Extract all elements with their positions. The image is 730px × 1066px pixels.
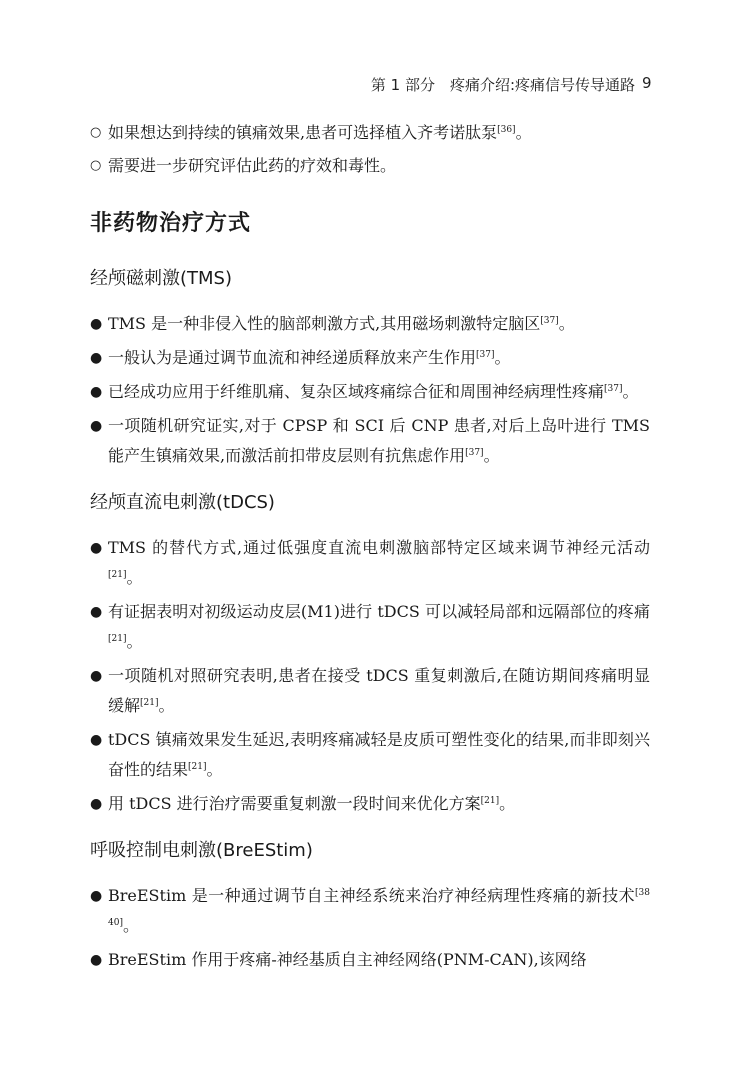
item-text: tDCS 镇痛效果发生延迟,表明疼痛减轻是皮质可塑性变化的结果,而非即刻兴奋性的结果 xyxy=(108,730,650,779)
bullet-list xyxy=(90,881,650,975)
list-item xyxy=(90,945,650,975)
item-tail: 。 xyxy=(515,123,532,142)
running-header xyxy=(0,74,635,95)
list-item xyxy=(90,725,650,785)
item-text: 用 tDCS 进行治疗需要重复刺激一段时间来优化方案 xyxy=(108,794,481,813)
citation-ref: [21] xyxy=(188,762,207,772)
subsection-tdcs xyxy=(90,489,650,819)
item-tail: 。 xyxy=(558,314,575,333)
item-tail: 。 xyxy=(126,568,143,587)
citation-ref: [38 40] xyxy=(108,888,650,928)
item-text: 一项随机研究证实,对于 CPSP 和 SCI 后 CNP 患者,对后上岛叶进行 TMS 能产生镇痛效果,而激活前扣带皮层则有抗焦虑作用 xyxy=(108,416,650,465)
item-tail: 。 xyxy=(206,760,223,779)
citation-ref: [36] xyxy=(497,125,516,135)
item-tail: 。 xyxy=(499,794,516,813)
item-text: TMS 是一种非侵入性的脑部刺激方式,其用磁场刺激特定脑区 xyxy=(108,314,541,333)
page-content xyxy=(90,118,650,993)
bullet-icon: ● xyxy=(90,732,103,748)
bullet-icon: ● xyxy=(90,604,103,620)
list-item xyxy=(90,881,650,941)
citation-ref: [37] xyxy=(465,448,484,458)
subsection-breestim xyxy=(90,837,650,975)
item-tail: 。 xyxy=(622,382,639,401)
item-text: BreEStim 作用于疼痛-神经基质自主神经网络(PNM-CAN),该网络 xyxy=(108,950,587,969)
list-item xyxy=(90,118,650,148)
citation-ref: [37] xyxy=(476,350,495,360)
list-item xyxy=(90,377,650,407)
subsection-title: 经颅直流电刺激(tDCS) xyxy=(90,492,275,513)
item-text: 一项随机对照研究表明,患者在接受 tDCS 重复刺激后,在随访期间疼痛明显缓解 xyxy=(108,666,650,715)
bullet-icon: ● xyxy=(90,316,103,332)
item-text: 已经成功应用于纤维肌痛、复杂区域疼痛综合征和周围神经病理性疼痛 xyxy=(108,382,605,401)
list-item xyxy=(90,309,650,339)
list-item xyxy=(90,411,650,471)
list-item xyxy=(90,789,650,819)
citation-ref: [37] xyxy=(604,384,623,394)
item-text: BreEStim 是一种通过调节自主神经系统来治疗神经病理性疼痛的新技术 xyxy=(108,886,636,905)
item-tail: 。 xyxy=(494,348,511,367)
bullet-icon: ● xyxy=(90,350,103,366)
item-text: 如果想达到持续的镇痛效果,患者可选择植入齐考诺肽泵 xyxy=(108,123,498,142)
item-tail: 。 xyxy=(483,446,500,465)
citation-ref: [21] xyxy=(480,796,500,806)
subsection-title: 经颅磁刺激(TMS) xyxy=(90,268,232,289)
intro-list xyxy=(90,118,650,181)
citation-ref: [21] xyxy=(140,698,159,708)
citation-ref: [21] xyxy=(108,634,127,644)
item-text: 有证据表明对初级运动皮层(M1)进行 tDCS 可以减轻局部和远隔部位的疼痛 xyxy=(108,602,650,621)
section-title: 非药物治疗方式 xyxy=(90,211,252,236)
citation-ref: [21] xyxy=(108,570,127,580)
item-text: TMS 的替代方式,通过低强度直流电刺激脑部特定区域来调节神经元活动 xyxy=(108,538,650,557)
bullet-icon: ● xyxy=(90,796,103,812)
item-tail: 。 xyxy=(126,632,143,651)
citation-ref: [37] xyxy=(540,316,559,326)
list-item xyxy=(90,533,650,593)
bullet-icon: ● xyxy=(90,418,103,434)
bullet-icon: ● xyxy=(90,888,103,904)
bullet-icon: ● xyxy=(90,384,103,400)
hollow-bullet-icon: ○ xyxy=(90,158,102,173)
list-item xyxy=(90,343,650,373)
subsection-title: 呼吸控制电刺激(BreEStim) xyxy=(90,840,313,861)
bullet-list xyxy=(90,533,650,819)
subsection-tms xyxy=(90,265,650,471)
bullet-icon: ● xyxy=(90,540,103,556)
item-tail: 。 xyxy=(158,696,175,715)
hollow-bullet-icon: ○ xyxy=(90,125,102,140)
item-tail: 。 xyxy=(122,916,139,935)
item-text: 需要进一步研究评估此药的疗效和毒性。 xyxy=(108,156,397,175)
page-number: 9 xyxy=(642,74,652,92)
bullet-list xyxy=(90,309,650,471)
bullet-icon: ● xyxy=(90,952,103,968)
list-item xyxy=(90,597,650,657)
running-title: 第 1 部分 疼痛介绍:疼痛信号传导通路 xyxy=(370,76,635,94)
list-item xyxy=(90,151,650,181)
item-text: 一般认为是通过调节血流和神经递质释放来产生作用 xyxy=(108,348,477,367)
bullet-icon: ● xyxy=(90,668,103,684)
list-item xyxy=(90,661,650,721)
